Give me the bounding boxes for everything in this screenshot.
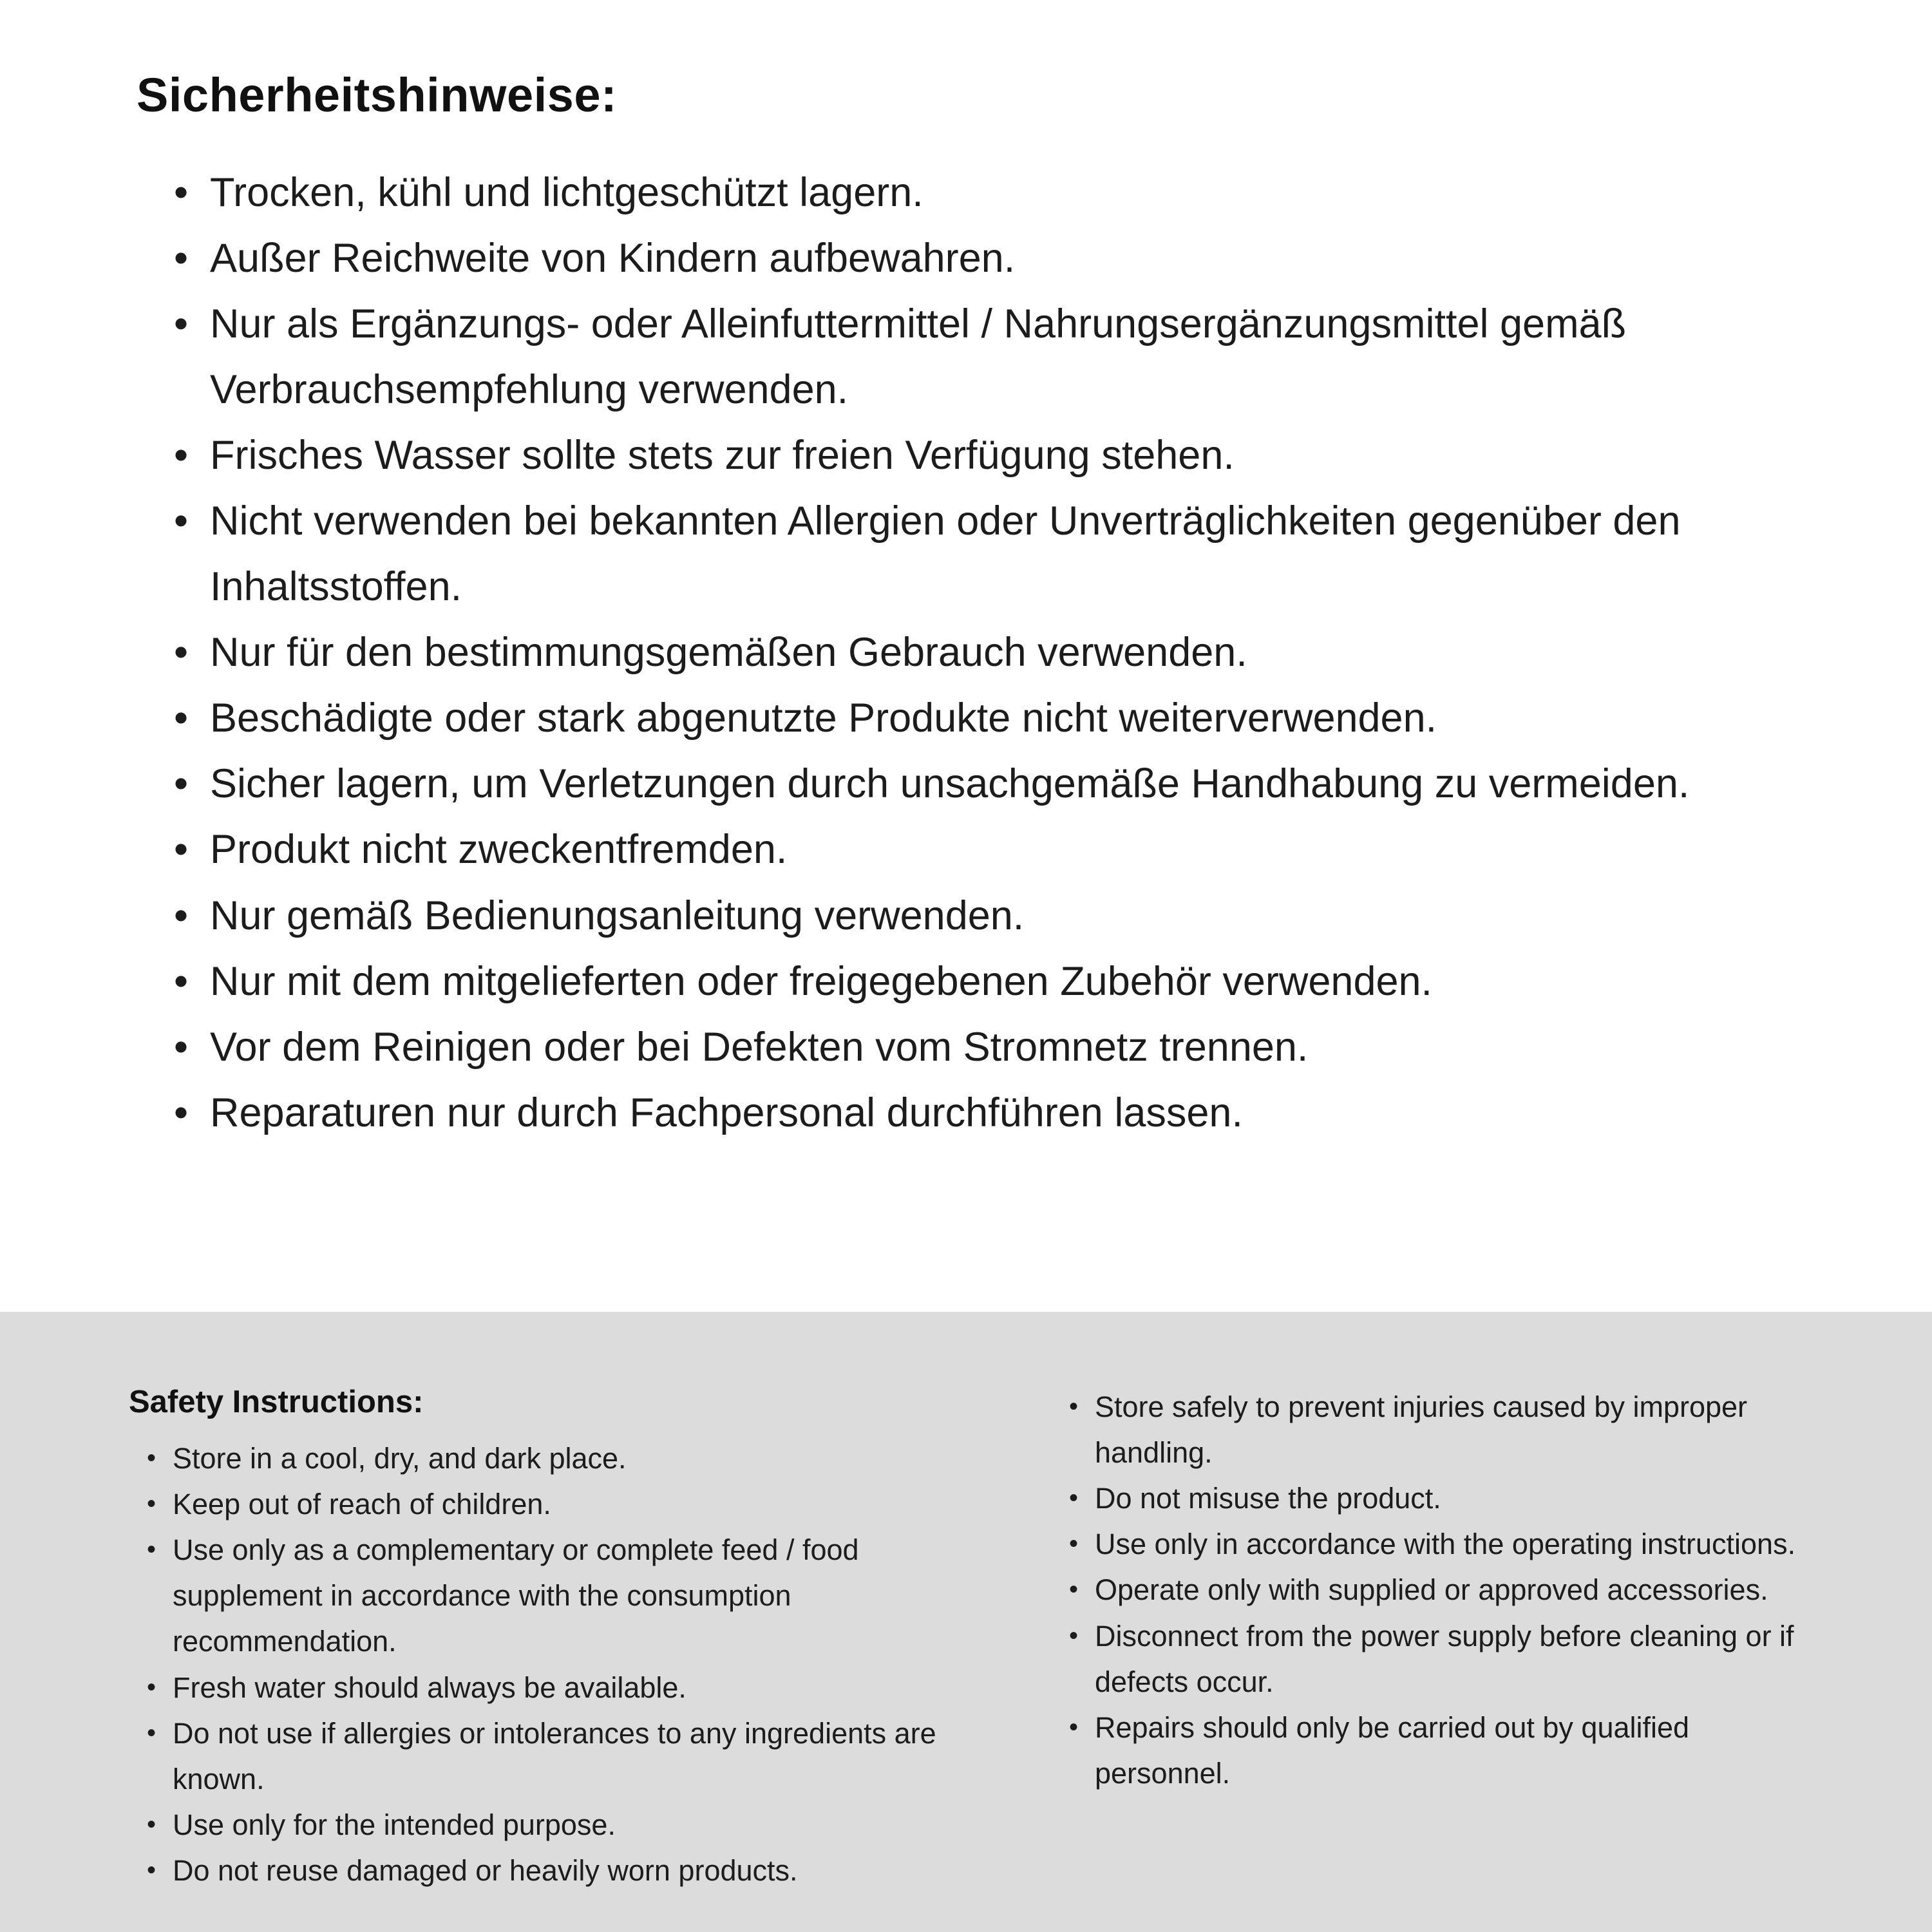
list-item: • Disconnect from the power supply before cleaning or if defects occur. <box>1069 1613 1823 1705</box>
list-item: • Repairs should only be carried out by qualified personnel. <box>1069 1705 1823 1796</box>
list-item: • Nicht verwenden bei bekannten Allergien oder Unverträglichkeiten gegenüber den Inhaltsstoffen. <box>174 488 1794 620</box>
list-item: • Store safely to prevent injuries caused by improper handling. <box>1069 1384 1823 1475</box>
list-item: • Fresh water should always be available. <box>147 1665 985 1710</box>
list-item: • Reparaturen nur durch Fachpersonal durchführen lassen. <box>174 1080 1794 1146</box>
list-item: • Do not reuse damaged or heavily worn products. <box>147 1848 985 1893</box>
list-item: • Keep out of reach of children. <box>147 1481 985 1527</box>
list-item: • Produkt nicht zweckentfremden. <box>174 817 1794 882</box>
list-item: • Store in a cool, dry, and dark place. <box>147 1435 985 1481</box>
list-item: • Nur gemäß Bedienungsanleitung verwenden. <box>174 883 1794 949</box>
list-item: • Do not misuse the product. <box>1069 1475 1823 1521</box>
list-item: • Außer Reichweite von Kindern aufbewahren. <box>174 225 1794 291</box>
list-item: • Operate only with supplied or approved accessories. <box>1069 1567 1823 1613</box>
list-item: • Nur mit dem mitgelieferten oder freigegebenen Zubehör verwenden. <box>174 949 1794 1014</box>
list-item: • Vor dem Reinigen oder bei Defekten vom Stromnetz trennen. <box>174 1014 1794 1080</box>
german-instructions-list <box>137 160 1794 1146</box>
english-section <box>0 1312 1932 1932</box>
english-heading: Safety Instructions: <box>129 1385 424 1420</box>
list-item: • Nur als Ergänzungs- oder Alleinfuttermittel / Nahrungsergänzungsmittel gemäß Verbrauchsempfehlung verwenden. <box>174 291 1794 422</box>
list-item: • Nur für den bestimmungsgemäßen Gebrauch verwenden. <box>174 620 1794 685</box>
list-item: • Beschädigte oder stark abgenutzte Produkte nicht weiterverwenden. <box>174 685 1794 751</box>
list-item: • Trocken, kühl und lichtgeschützt lagern. <box>174 160 1794 225</box>
list-item: • Sicher lagern, um Verletzungen durch unsachgemäße Handhabung zu vermeiden. <box>174 751 1794 817</box>
german-heading: Sicherheitshinweise: <box>137 68 618 122</box>
english-right-column <box>1069 1384 1823 1893</box>
english-instructions-list-left <box>129 1435 985 1893</box>
list-item: • Frisches Wasser sollte stets zur freien Verfügung stehen. <box>174 422 1794 488</box>
list-item: • Use only for the intended purpose. <box>147 1802 985 1848</box>
list-item: • Do not use if allergies or intolerances to any ingredients are known. <box>147 1710 985 1802</box>
english-left-column <box>129 1384 985 1893</box>
english-instructions-list-right <box>1069 1384 1823 1796</box>
list-item: • Use only as a complementary or complete feed / food supplement in accordance with the consumption recommendation. <box>147 1527 985 1664</box>
list-item: • Use only in accordance with the operating instructions. <box>1069 1521 1823 1567</box>
